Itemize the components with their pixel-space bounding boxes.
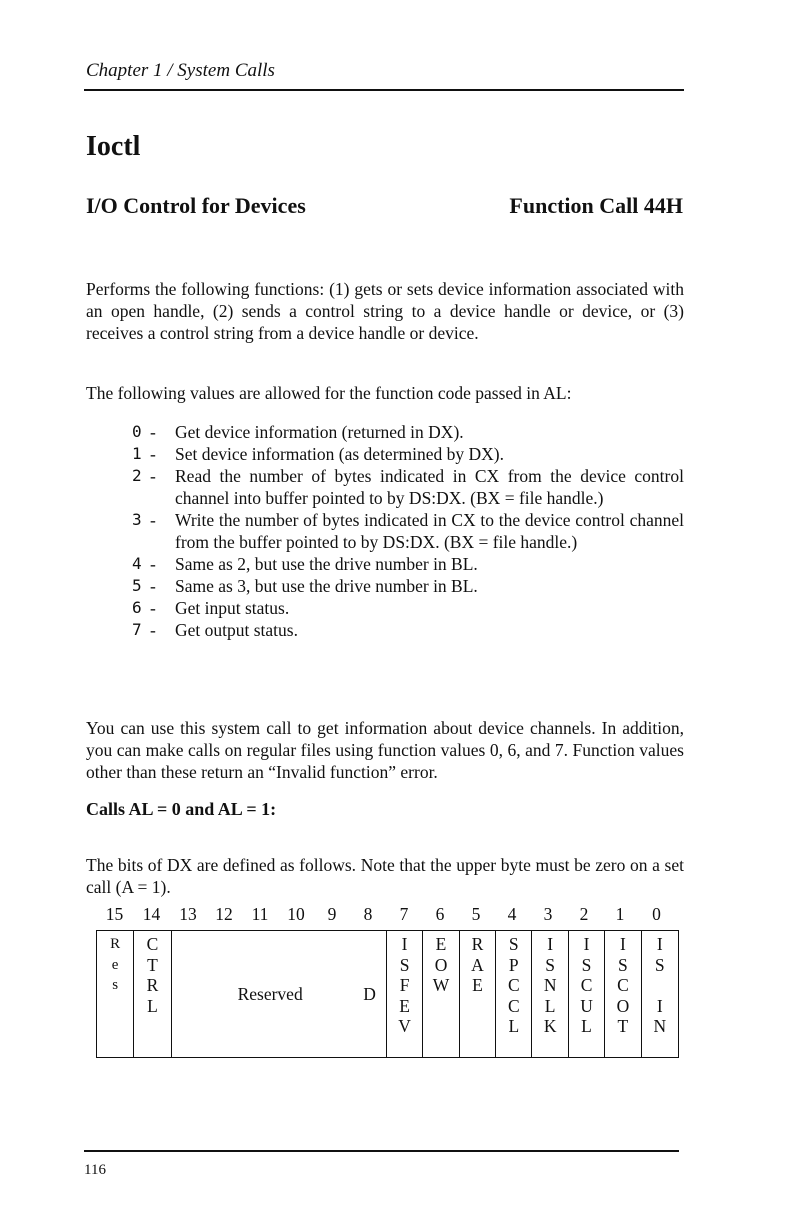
footer-rule [84, 1150, 679, 1152]
bit-field-letter: R [471, 934, 484, 954]
function-code: 2 [132, 466, 142, 485]
bit-number: 15 [105, 904, 124, 924]
function-call-label: Function Call 44H [509, 193, 683, 218]
bit-field-letter: C [617, 975, 629, 995]
section-subtitle: I/O Control for Devices [86, 193, 306, 218]
bit-field-letter: S [545, 954, 556, 975]
list-item: 6 - Get input status. [132, 597, 684, 619]
function-code: 6 [132, 598, 142, 617]
bit1-field [605, 931, 641, 1058]
reserved-label: Reserved [237, 983, 303, 1004]
bit-field-letter: I [583, 934, 590, 954]
bit-field-letter: S [399, 954, 410, 975]
bit-field-letter: N [653, 1016, 667, 1036]
function-description: Get input status. [175, 598, 290, 618]
bit-number: 12 [215, 904, 233, 924]
bit-field-letter: V [398, 1016, 411, 1036]
function-code: 0 [132, 422, 142, 441]
function-code: 7 [132, 620, 142, 639]
bit-field-letter: E [399, 995, 410, 1016]
bit6-field [423, 931, 459, 1058]
bit-field-letter: O [434, 954, 448, 975]
list-item: 4 - Same as 2, but use the drive number in BL. [132, 553, 684, 575]
bits-paragraph: The bits of DX are defined as follows. Note that the upper byte must be zero on a set call (A = 1). [86, 854, 684, 897]
function-description: Same as 3, but use the drive number in BL. [175, 576, 478, 596]
bit-field-letter: s [112, 977, 119, 993]
bit0-field [641, 931, 678, 1058]
function-description: Write the number of bytes indicated in CX to the device control channel from the buffer pointed to by DS:DX. (BX = file handle.) [175, 510, 684, 552]
bit-field-letter: S [618, 954, 628, 975]
bit-number: 5 [471, 904, 481, 924]
reserved-field [171, 931, 386, 1058]
bit8-label: D [363, 983, 376, 1004]
bit-field-letter: I [656, 934, 663, 954]
bit4-field [496, 931, 532, 1058]
bit2-field [568, 931, 604, 1058]
bit-field-letter: I [619, 934, 626, 954]
bit-field-letter: L [544, 995, 556, 1016]
bit-field-letter: N [543, 975, 557, 995]
bit-field-letter: C [146, 934, 159, 954]
bit3-field [532, 931, 568, 1058]
bit-number: 9 [327, 904, 337, 924]
function-description: Get output status. [175, 620, 298, 640]
page-title: Ioctl [86, 131, 141, 162]
list-item: 1 - Set device information (as determined by DX). [132, 443, 684, 465]
bit-field-letter: E [435, 934, 447, 954]
bit-number: 3 [543, 904, 553, 924]
bit-field-letter: C [580, 975, 593, 995]
bit-number: 6 [435, 904, 445, 924]
bit-number: 10 [287, 904, 305, 924]
bit-field-letter: I [547, 934, 554, 954]
bit-number-row [96, 904, 679, 926]
bit-field-letter: L [581, 1016, 592, 1036]
bit-field-letter: O [616, 995, 630, 1016]
bit-field-letter: K [543, 1016, 557, 1036]
bit-number: 0 [652, 904, 661, 924]
function-code-list [132, 421, 684, 641]
bit-number: 2 [579, 904, 589, 924]
list-item: 3 - Write the number of bytes indicated in CX to the device control channel from the buffer pointed to by DS:DX. (BX = file handle.) [132, 510, 684, 552]
bit-number: 4 [507, 904, 517, 924]
bit-field-letter: L [508, 1016, 520, 1036]
function-code: 4 [132, 554, 142, 573]
function-description: Set device information (as determined by DX). [175, 444, 504, 464]
bit-field-letter: C [507, 995, 520, 1016]
bit-field-letter: S [508, 934, 519, 954]
function-description: Same as 2, but use the drive number in BL. [175, 554, 478, 574]
dx-bit-table [96, 930, 679, 1058]
bit-number: 8 [363, 904, 373, 924]
header-rule [84, 89, 684, 91]
calls-heading: Calls AL = 0 and AL = 1: [86, 799, 277, 819]
bit-field-letter: I [401, 934, 408, 954]
function-code: 5 [132, 576, 142, 595]
bit-field-letter: R [146, 975, 159, 995]
function-code: 1 [132, 444, 142, 463]
bit15-field [97, 931, 134, 1058]
bit-number: 11 [251, 904, 269, 924]
bit-field-letter: T [147, 954, 158, 975]
running-header: Chapter 1 / System Calls [86, 60, 275, 81]
bit-field-letter: e [111, 956, 119, 973]
list-item: 5 - Same as 3, but use the drive number in BL. [132, 575, 684, 597]
bit-number: 7 [399, 904, 409, 924]
bit-field-letter: U [580, 995, 593, 1016]
bit14-field [134, 931, 171, 1058]
bit-field-letter: S [654, 954, 665, 975]
function-code: 3 [132, 510, 142, 529]
bit-field-letter: C [507, 975, 520, 995]
bit-field-letter: A [471, 954, 484, 975]
function-description: Read the number of bytes indicated in CX from the device control channel into buffer pointed to by DS:DX. (BX = file handle.) [175, 466, 684, 508]
bit-field-letter: S [581, 954, 592, 975]
page-number: 116 [84, 1162, 106, 1178]
bit-field-letter: P [508, 954, 519, 975]
usage-paragraph: You can use this system call to get information about device channels. In addition, you can make calls on regular files using function values 0, 6, and 7. Function values other than these return an “Invalid function” error. [86, 717, 684, 782]
list-item: 2 - Read the number of bytes indicated in CX from the device control channel into buffer pointed to by DS:DX. (BX = file handle.) [132, 466, 684, 508]
bit-number: 1 [615, 904, 625, 924]
bit-field-letter: L [147, 995, 158, 1016]
bit-number: 13 [179, 904, 197, 924]
list-item: 0 - Get device information (returned in DX). [132, 421, 684, 443]
list-item: 7 - Get output status. [132, 619, 684, 641]
bit5-field [459, 931, 495, 1058]
bit7-field [386, 931, 422, 1058]
bit-field-letter: T [617, 1016, 629, 1036]
allowed-values-paragraph: The following values are allowed for the function code passed in AL: [86, 382, 572, 403]
bit-field-letter: E [472, 975, 483, 995]
bit-field-letter [642, 975, 678, 996]
bit-field-letter: R [110, 936, 121, 952]
function-description: Get device information (returned in DX). [175, 422, 464, 442]
bit-field-letter: W [432, 975, 450, 995]
bit-number: 14 [142, 904, 161, 924]
bit-field-letter: I [656, 995, 663, 1016]
bit-field-letter: F [399, 975, 410, 995]
intro-paragraph: Performs the following functions: (1) gets or sets device information associated with an open handle, (2) sends a control string to a device handle or device, or (3) receives a control string from a device handle or device. [86, 278, 684, 343]
